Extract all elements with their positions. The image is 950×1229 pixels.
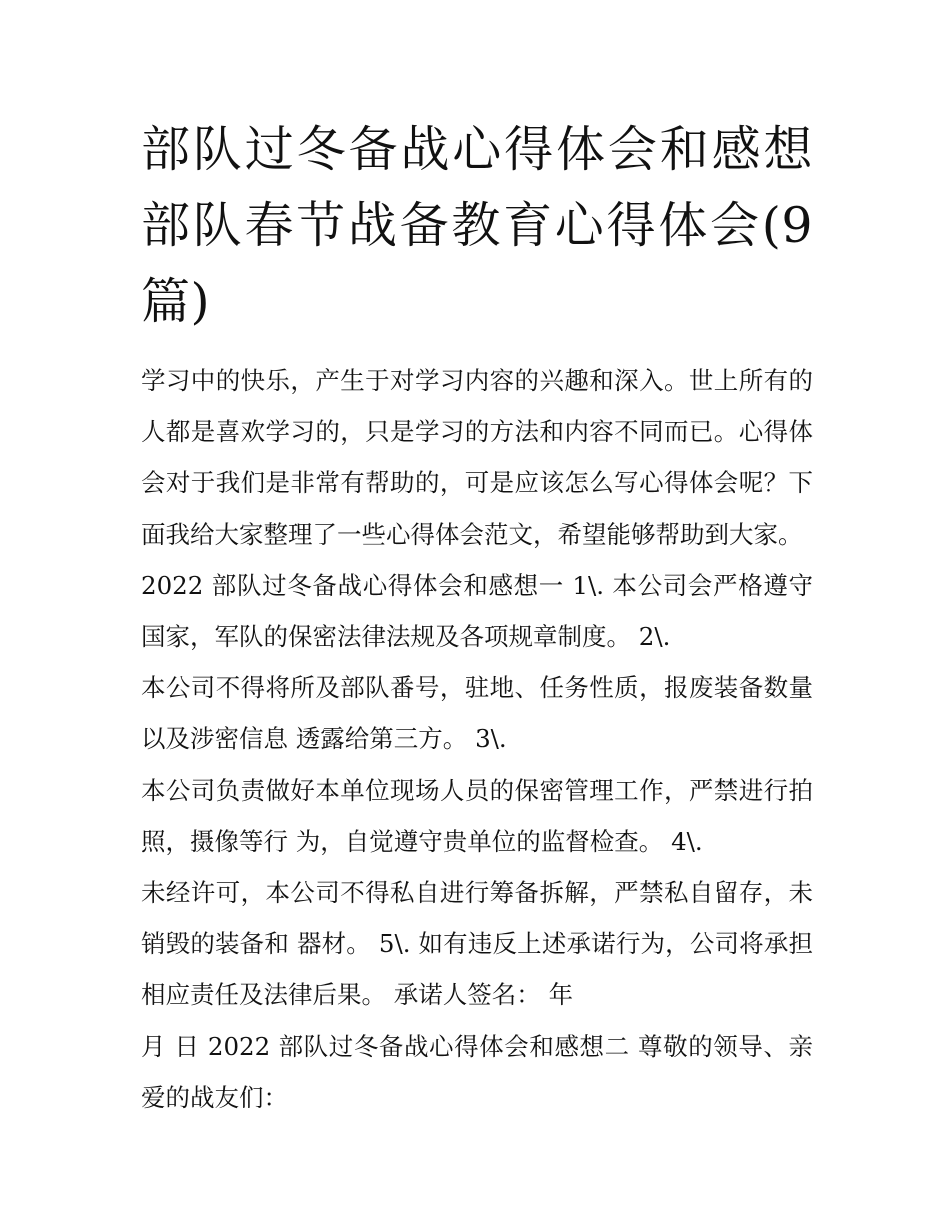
paragraph-intro: 学习中的快乐，产生于对学习内容的兴趣和深入。世上所有的人都是喜欢学习的，只是学习的方法和内容不同而已。心得体会对于我们是非常有帮助的，可是应该怎么写心得体会呢？下面我给大家整理了一些心得体会范文，希望能够帮助到大家。: [141, 366, 813, 549]
paragraph-section-two: 月 日 2022 部队过冬备战心得体会和感想二 尊敬的领导、亲爱的战友们：: [141, 1031, 813, 1112]
document-page: [141, 112, 813, 1123]
document-title: 部队过冬备战心得体会和感想部队春节战备教育心得体会(9篇): [141, 121, 813, 330]
document-body: [141, 355, 813, 1123]
paragraph-item-two: 本公司不得将所及部队番号，驻地、任务性质，报废装备数量以及涉密信息 透露给第三方。 3\.: [141, 673, 813, 754]
paragraph-item-four: 未经许可，本公司不得私自进行筹备拆解，严禁私自留存，未销毁的装备和 器材。 5\. 如有违反上述承诺行为，公司将承担相应责任及法律后果。 承诺人签名： 年: [141, 878, 813, 1010]
paragraph-section-one: 2022 部队过冬备战心得体会和感想一 1\. 本公司会严格遵守国家，军队的保密法律法规及各项规章制度。 2\.: [141, 570, 813, 652]
paragraph-item-three: 本公司负责做好本单位现场人员的保密管理工作，严禁进行拍照，摄像等行 为，自觉遵守贵单位的监督检查。 4\.: [141, 775, 813, 856]
